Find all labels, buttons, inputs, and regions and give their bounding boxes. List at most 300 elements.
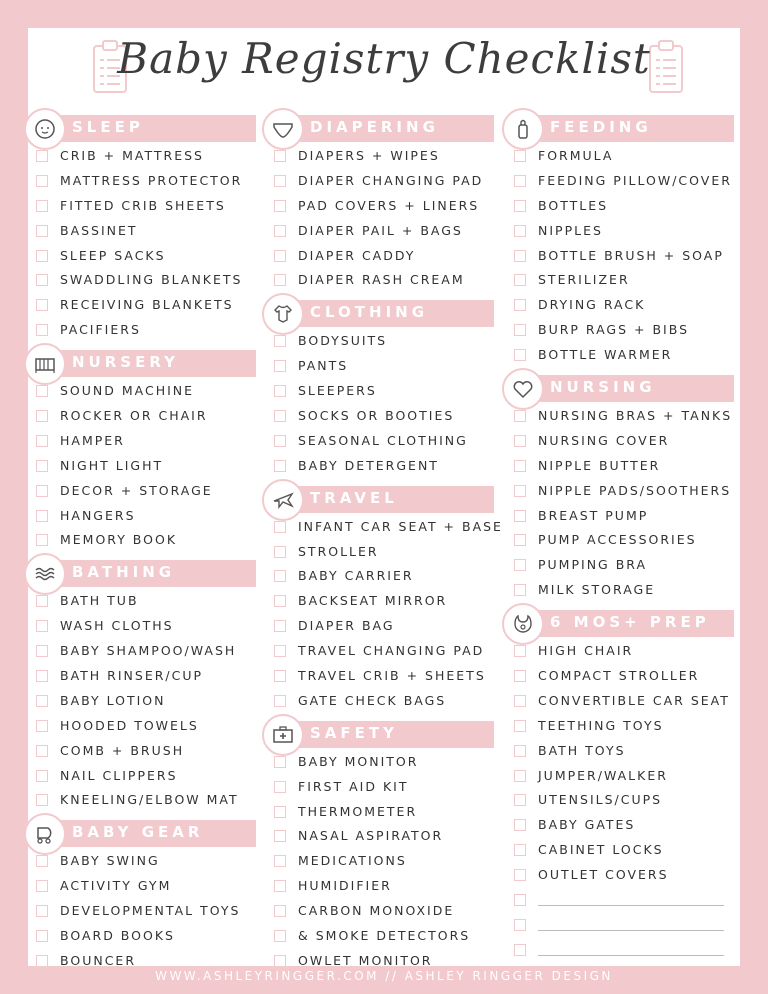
checklist-item-label: BREAST PUMP — [538, 507, 649, 523]
crib-icon — [24, 343, 66, 385]
checklist-item — [26, 740, 256, 765]
checklist-item — [504, 715, 734, 740]
checklist-item-label: ROCKER OR CHAIR — [60, 408, 208, 424]
checkbox[interactable] — [514, 200, 526, 212]
checkbox[interactable] — [514, 720, 526, 732]
checkbox[interactable] — [514, 150, 526, 162]
checkbox[interactable] — [274, 175, 286, 187]
checklist-item-label: BABY SWING — [60, 853, 160, 869]
section-header — [284, 721, 494, 748]
section-header — [46, 350, 256, 377]
checklist-item — [504, 554, 734, 579]
checkbox[interactable] — [274, 150, 286, 162]
checkbox[interactable] — [36, 485, 48, 497]
checkbox[interactable] — [274, 410, 286, 422]
checklist-item — [26, 925, 256, 950]
checklist-item — [26, 765, 256, 790]
blank-write-in-line — [538, 905, 724, 906]
checkbox[interactable] — [36, 435, 48, 447]
checklist-item — [26, 529, 256, 554]
checklist-item-label: TEETHING TOYS — [538, 717, 664, 733]
checklist-item — [26, 900, 256, 925]
checkbox[interactable] — [36, 534, 48, 546]
checklist-item-label: HAMPER — [60, 432, 125, 448]
checklist-item — [504, 740, 734, 765]
page-title: Baby Registry Checklist — [117, 34, 651, 83]
checklist-item-label: COMPACT STROLLER — [538, 668, 700, 684]
checkbox[interactable] — [36, 175, 48, 187]
blank-write-in-line — [538, 930, 724, 931]
checkbox[interactable] — [36, 745, 48, 757]
checklist-item — [26, 145, 256, 170]
checklist-item-label: HOODED TOWELS — [60, 717, 199, 733]
checklist-item-label: BOUNCER — [60, 952, 137, 968]
checklist-item — [264, 195, 494, 220]
checklist-items — [26, 590, 256, 814]
checkbox[interactable] — [274, 830, 286, 842]
section-nursing — [504, 375, 734, 604]
checkbox[interactable] — [274, 546, 286, 558]
bib-icon — [502, 603, 544, 645]
checklist-item-label: BABY CARRIER — [298, 568, 414, 584]
checklist-items — [264, 751, 494, 975]
diaper-icon — [262, 108, 304, 150]
checklist-item — [264, 455, 494, 480]
checklist-item — [26, 505, 256, 530]
checkbox[interactable] — [514, 944, 526, 956]
checkbox[interactable] — [274, 274, 286, 286]
checklist-item-label: OUTLET COVERS — [538, 867, 669, 883]
checklist-item-label: DIAPER CADDY — [298, 247, 416, 263]
checklist-item-label: PACIFIERS — [60, 322, 141, 338]
checklist-item-label: SLEEP SACKS — [60, 247, 166, 263]
checklist-items — [264, 145, 494, 294]
section-title: FEEDING — [550, 118, 652, 136]
checkbox[interactable] — [514, 225, 526, 237]
checklist-item-label: FIRST AID KIT — [298, 778, 409, 794]
section-title: NURSING — [550, 378, 656, 397]
checkbox[interactable] — [36, 274, 48, 286]
checklist-item — [26, 380, 256, 405]
checkbox[interactable] — [514, 770, 526, 782]
checkbox[interactable] — [274, 360, 286, 372]
checklist-item — [26, 590, 256, 615]
checklist-item — [26, 615, 256, 640]
checklist-item — [264, 516, 503, 541]
checklist-item — [26, 715, 256, 740]
checklist-item — [504, 170, 734, 195]
checklist-item-label: STROLLER — [298, 543, 379, 559]
section-baby-gear — [26, 820, 256, 974]
checkbox[interactable] — [36, 200, 48, 212]
checklist-item — [504, 220, 734, 245]
checklist-item — [264, 590, 494, 615]
stroller-icon — [24, 813, 66, 855]
checkbox[interactable] — [36, 150, 48, 162]
section-title: DIAPERING — [310, 118, 439, 136]
checklist-item-label: BATH RINSER/CUP — [60, 668, 204, 684]
checkbox[interactable] — [514, 584, 526, 596]
checklist-item-label: DIAPER CHANGING PAD — [298, 172, 484, 188]
airplane-icon — [262, 479, 304, 521]
checklist-item — [504, 839, 734, 864]
checklist-items — [504, 405, 734, 604]
checklist-item-label: INFANT CAR SEAT + BASE — [298, 518, 503, 534]
checkbox[interactable] — [274, 225, 286, 237]
checkbox[interactable] — [274, 880, 286, 892]
checkbox[interactable] — [36, 695, 48, 707]
checklist-item — [26, 640, 256, 665]
checklist-item-label: SOUND MACHINE — [60, 383, 195, 399]
checklist-item-label: MATTRESS PROTECTOR — [60, 172, 243, 188]
checklist-item-label: UTENSILS/CUPS — [538, 792, 663, 808]
checklist-item-label: PANTS — [298, 358, 349, 374]
checklist-item-label: BOTTLE BRUSH + SOAP — [538, 247, 724, 263]
checklist-item — [504, 914, 734, 939]
checkbox[interactable] — [514, 324, 526, 336]
checklist-item-label: TRAVEL CRIB + SHEETS — [298, 668, 486, 684]
checklist-item-label: NIGHT LIGHT — [60, 457, 164, 473]
checklist-item-label: SLEEPERS — [298, 383, 377, 399]
checklist-item-label: BOTTLE WARMER — [538, 347, 673, 363]
checkbox[interactable] — [514, 534, 526, 546]
checklist-item — [26, 294, 256, 319]
checklist-item — [264, 430, 494, 455]
checklist-item-label: MEDICATIONS — [298, 853, 407, 869]
checklist-item — [264, 170, 494, 195]
checkbox[interactable] — [514, 349, 526, 361]
checklist-item — [264, 405, 494, 430]
checklist-item — [264, 665, 494, 690]
section-bathing — [26, 560, 256, 814]
checkbox[interactable] — [274, 855, 286, 867]
checklist-item-label: DIAPER BAG — [298, 618, 395, 634]
section-safety — [264, 721, 494, 975]
checklist-item-label: WASH CLOTHS — [60, 618, 174, 634]
checklist-item-label: NURSING COVER — [538, 432, 670, 448]
checklist-item-label: MEMORY BOOK — [60, 532, 178, 548]
checklist-item-label: MILK STORAGE — [538, 582, 656, 598]
checklist-item-label: FEEDING PILLOW/COVER — [538, 172, 732, 188]
checklist-item — [26, 430, 256, 455]
checkbox[interactable] — [36, 855, 48, 867]
checklist-item — [504, 319, 734, 344]
checkbox[interactable] — [36, 620, 48, 632]
checklist-item-label: RECEIVING BLANKETS — [60, 297, 234, 313]
checklist-items — [26, 380, 256, 554]
checklist-item-label: PAD COVERS + LINERS — [298, 197, 480, 213]
section-title: BATHING — [72, 563, 176, 582]
baby-face-icon — [24, 108, 66, 150]
checklist-item-label: SWADDLING BLANKETS — [60, 272, 243, 288]
checklist-item — [504, 455, 734, 480]
checkbox[interactable] — [514, 844, 526, 856]
checklist-item-label: SOCKS OR BOOTIES — [298, 408, 455, 424]
checkbox[interactable] — [274, 695, 286, 707]
checklist-item — [504, 294, 734, 319]
checkbox[interactable] — [274, 435, 286, 447]
checklist-item — [504, 269, 734, 294]
checklist-item — [26, 269, 256, 294]
checkbox[interactable] — [514, 274, 526, 286]
checklist-item-label: PUMP ACCESSORIES — [538, 532, 697, 548]
checklist-item — [26, 170, 256, 195]
heart-icon — [502, 368, 544, 410]
section-title: NURSERY — [72, 353, 179, 372]
checklist-items — [26, 145, 256, 344]
checkbox[interactable] — [36, 410, 48, 422]
checklist-item — [504, 145, 734, 170]
checkbox[interactable] — [36, 770, 48, 782]
checkbox[interactable] — [514, 435, 526, 447]
checklist-column — [504, 115, 734, 970]
checklist-item-label: & SMOKE DETECTORS — [298, 928, 471, 944]
checklist-item — [26, 220, 256, 245]
checklist-item-label: NIPPLES — [538, 222, 603, 238]
checklist-item-label: HIGH CHAIR — [538, 643, 634, 659]
checklist-item-label: NURSING BRAS + TANKS — [538, 408, 733, 424]
checkbox[interactable] — [274, 670, 286, 682]
checklist-item — [504, 939, 734, 964]
checkbox[interactable] — [274, 806, 286, 818]
checklist-item — [264, 269, 494, 294]
checkbox[interactable] — [274, 930, 286, 942]
checkbox[interactable] — [514, 485, 526, 497]
checkbox[interactable] — [36, 460, 48, 472]
checkbox[interactable] — [274, 781, 286, 793]
checklist-item — [264, 690, 494, 715]
checklist-items — [264, 516, 503, 715]
section-clothing — [264, 300, 494, 479]
checklist-item-label: JUMPER/WALKER — [538, 767, 668, 783]
checklist-item-label: CARBON MONOXIDE — [298, 903, 455, 919]
section-header — [284, 115, 494, 142]
checkbox[interactable] — [274, 955, 286, 967]
checklist-item — [26, 480, 256, 505]
section-header — [524, 610, 734, 637]
checklist-item-label: GATE CHECK BAGS — [298, 692, 447, 708]
checkbox[interactable] — [274, 905, 286, 917]
section-header — [46, 820, 256, 847]
checklist-item — [264, 900, 494, 925]
checklist-item-label: KNEELING/ELBOW MAT — [60, 792, 239, 808]
checklist-item — [504, 765, 734, 790]
checkbox[interactable] — [514, 670, 526, 682]
checklist-item — [264, 875, 494, 900]
checkbox[interactable] — [36, 645, 48, 657]
checklist-item-label: TRAVEL CHANGING PAD — [298, 643, 485, 659]
checklist-item-label: CRIB + MATTRESS — [60, 148, 204, 163]
checklist-item-label: OWLET MONITOR — [298, 952, 433, 968]
checkbox[interactable] — [274, 460, 286, 472]
section-header — [46, 115, 256, 142]
checklist-item — [264, 565, 494, 590]
checkbox[interactable] — [274, 756, 286, 768]
checklist-item — [264, 850, 494, 875]
section-travel — [264, 486, 503, 715]
checklist-item-label: BODYSUITS — [298, 333, 388, 349]
checklist-item — [26, 405, 256, 430]
section-6-mos-prep — [504, 610, 734, 964]
checkbox[interactable] — [36, 720, 48, 732]
checklist-item-label: BASSINET — [60, 222, 138, 238]
checkbox[interactable] — [36, 905, 48, 917]
checkbox[interactable] — [514, 695, 526, 707]
checklist-item-label: DIAPER RASH CREAM — [298, 272, 465, 288]
checklist-item-label: BABY MONITOR — [298, 753, 419, 769]
checklist-item — [26, 850, 256, 875]
checklist-item-label: BURP RAGS + BIBS — [538, 322, 690, 338]
checklist-item — [504, 665, 734, 690]
checkbox[interactable] — [36, 595, 48, 607]
checklist-item-label: DIAPER PAIL + BAGS — [298, 222, 463, 238]
checkbox[interactable] — [514, 894, 526, 906]
checkbox[interactable] — [36, 955, 48, 967]
checkbox[interactable] — [514, 745, 526, 757]
checkbox[interactable] — [274, 521, 286, 533]
checkbox[interactable] — [514, 919, 526, 931]
checkbox[interactable] — [274, 335, 286, 347]
checkbox[interactable] — [274, 645, 286, 657]
checkbox[interactable] — [514, 510, 526, 522]
checkbox[interactable] — [36, 225, 48, 237]
water-waves-icon — [24, 553, 66, 595]
checklist-item — [504, 640, 734, 665]
section-title: TRAVEL — [310, 488, 398, 507]
checklist-item — [264, 801, 494, 826]
checklist-items — [264, 330, 494, 479]
checkbox[interactable] — [514, 645, 526, 657]
checkbox[interactable] — [36, 930, 48, 942]
checklist-item-label: DECOR + STORAGE — [60, 482, 213, 498]
checkbox[interactable] — [36, 794, 48, 806]
checkbox[interactable] — [514, 250, 526, 262]
checkbox[interactable] — [514, 410, 526, 422]
checklist-item — [504, 579, 734, 604]
checklist-item — [264, 751, 494, 776]
checklist-item-label: BATH TOYS — [538, 742, 626, 758]
checklist-items — [504, 145, 734, 369]
checklist-item — [26, 455, 256, 480]
checkbox[interactable] — [36, 299, 48, 311]
section-title: SLEEP — [72, 118, 144, 136]
checklist-items — [26, 850, 256, 974]
checkbox[interactable] — [514, 460, 526, 472]
checklist-item — [504, 480, 734, 505]
checklist-item-label: CABINET LOCKS — [538, 842, 664, 858]
checklist-item — [504, 344, 734, 369]
section-title: CLOTHING — [310, 303, 429, 322]
checklist-item — [264, 245, 494, 270]
checklist-item-label: FORMULA — [538, 148, 614, 163]
checklist-item-label: DEVELOPMENTAL TOYS — [60, 903, 241, 919]
checklist-item — [26, 665, 256, 690]
checkbox[interactable] — [36, 250, 48, 262]
checklist-column — [264, 115, 503, 981]
checklist-item-label: BABY LOTION — [60, 692, 166, 708]
blank-write-in-line — [538, 955, 724, 956]
checkbox[interactable] — [274, 250, 286, 262]
checklist-item-label: FITTED CRIB SHEETS — [60, 197, 226, 213]
checklist-item-label: HANGERS — [60, 507, 136, 523]
checklist-item — [264, 380, 494, 405]
checkbox[interactable] — [36, 510, 48, 522]
checklist-item-label: ACTIVITY GYM — [60, 878, 172, 894]
section-feeding — [504, 115, 734, 369]
checklist-item — [504, 195, 734, 220]
checklist-item — [26, 875, 256, 900]
checkbox[interactable] — [274, 385, 286, 397]
section-title: 6 MOS+ PREP — [550, 613, 710, 632]
checklist-item — [26, 245, 256, 270]
checklist-item — [264, 776, 494, 801]
checklist-item-label: COMB + BRUSH — [60, 742, 185, 758]
checklist-item-label: BOTTLES — [538, 197, 609, 213]
checklist-item — [504, 814, 734, 839]
checklist-item-label: NASAL ASPIRATOR — [298, 828, 444, 844]
checklist-item-label: NAIL CLIPPERS — [60, 767, 178, 783]
checkbox[interactable] — [514, 794, 526, 806]
checklist-item-label: BABY GATES — [538, 817, 636, 833]
checkbox[interactable] — [514, 819, 526, 831]
checkbox[interactable] — [514, 869, 526, 881]
checklist-item-label: NIPPLE PADS/SOOTHERS — [538, 482, 732, 498]
section-header — [524, 375, 734, 402]
section-title: SAFETY — [310, 723, 398, 742]
checklist-item — [504, 864, 734, 889]
checkbox[interactable] — [36, 880, 48, 892]
checkbox[interactable] — [514, 299, 526, 311]
section-header — [46, 560, 256, 587]
section-header — [284, 300, 494, 327]
checklist-item-label: CONVERTIBLE CAR SEAT — [538, 692, 730, 708]
checklist-item — [504, 430, 734, 455]
checklist-item-label: BABY DETERGENT — [298, 457, 439, 473]
checkbox[interactable] — [274, 200, 286, 212]
checkbox[interactable] — [514, 559, 526, 571]
section-title: BABY GEAR — [72, 823, 204, 842]
checklist-item — [264, 355, 494, 380]
checklist-item-label: SEASONAL CLOTHING — [298, 432, 468, 448]
checklist-item — [26, 319, 256, 344]
section-header — [284, 486, 494, 513]
checklist-item — [26, 789, 256, 814]
first-aid-kit-icon — [262, 714, 304, 756]
section-sleep — [26, 115, 256, 344]
checkbox[interactable] — [36, 670, 48, 682]
checkbox[interactable] — [274, 595, 286, 607]
bottle-icon — [502, 108, 544, 150]
checklist-item-label: BABY SHAMPOO/WASH — [60, 643, 237, 659]
checklist-item-label: HUMIDIFIER — [298, 878, 392, 894]
checklist-item-label: BOARD BOOKS — [60, 928, 175, 944]
checkbox[interactable] — [36, 324, 48, 336]
checklist-item-label: PUMPING BRA — [538, 557, 648, 573]
checkbox[interactable] — [514, 175, 526, 187]
checklist-item-label: BATH TUB — [60, 593, 139, 609]
checklist-item — [504, 789, 734, 814]
checklist-item — [264, 825, 494, 850]
footer-credit: WWW.ASHLEYRINGGER.COM // ASHLEY RINGGER DESIGN — [155, 969, 613, 983]
checkbox[interactable] — [274, 570, 286, 582]
checkbox[interactable] — [36, 385, 48, 397]
checklist-item-label: BACKSEAT MIRROR — [298, 593, 448, 609]
checklist-item-label: THERMOMETER — [298, 803, 418, 819]
checklist-item — [504, 405, 734, 430]
checklist-item — [264, 220, 494, 245]
checkbox[interactable] — [274, 620, 286, 632]
onesie-icon — [262, 293, 304, 335]
